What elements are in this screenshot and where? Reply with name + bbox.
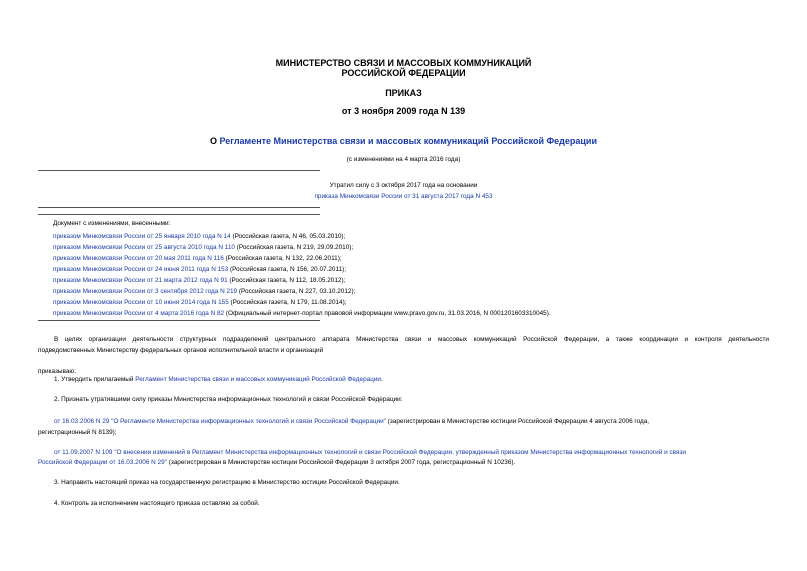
amendments-list xyxy=(53,231,551,319)
title-prefix: О xyxy=(209,136,217,146)
amendment-source: (Российская газета, N 46, 05.03.2010); xyxy=(230,233,346,240)
list-item xyxy=(53,264,551,275)
list-item xyxy=(53,253,551,264)
intro-paragraph-line1 xyxy=(38,336,769,343)
list-item xyxy=(53,308,551,319)
amendment-source: (Российская газета, N 227, 03.10.2012); xyxy=(237,288,356,295)
clause-3: 3. Направить настоящий приказ на государственную регистрацию в Министерство юстиции Российской Федерации. xyxy=(54,479,400,486)
clause-2a xyxy=(54,418,649,425)
list-item xyxy=(53,275,551,286)
divider xyxy=(38,320,320,321)
document-type: ПРИКАЗ xyxy=(385,88,422,98)
amendment-link[interactable]: приказом Минкомсвязи России от 25 января 2010 года N 14 xyxy=(53,233,231,240)
clause-4: 4. Контроль за исполнением настоящего приказа оставляю за собой. xyxy=(54,500,260,507)
clause-2b-text: (зарегистрирован в Министерстве юстиции Российской Федерации 3 октября 2007 года, регистрационный N 10236). xyxy=(166,459,516,466)
status-line: Утратил силу с 3 октября 2017 года на основании xyxy=(329,182,478,189)
amendment-link[interactable]: приказом Минкомсвязи России от 20 мая 2011 года N 116 xyxy=(53,255,224,262)
status-link-line xyxy=(0,193,807,200)
amendment-source: (Российская газета, N 132, 22.06.2011); xyxy=(223,255,342,262)
amendment-source: (Официальный интернет-портал правовой информации www.pravo.gov.ru, 31.03.2016, N 0001201603310045). xyxy=(224,310,551,317)
amendment-link[interactable]: приказом Минкомсвязи России от 24 июня 2011 года N 153 xyxy=(53,266,229,273)
amendment-source: (Российская газета, N 156, 20.07.2011); xyxy=(228,266,347,273)
amendment-link[interactable]: приказом Минкомсвязи России от 4 марта 2016 года N 82 xyxy=(53,310,225,317)
clause-1-text: 1. Утвердить прилагаемый xyxy=(54,376,136,383)
title-link[interactable]: Регламенте Министерства связи и массовых коммуникаций Российской Федерации xyxy=(219,136,598,146)
amendment-source: (Российская газета, N 179, 11.08.2014); xyxy=(228,299,347,306)
amendment-link[interactable]: приказом Минкомсвязи России от 10 июня 2014 года N 155 xyxy=(53,299,229,306)
repealed-order-29-link[interactable]: от 16.03.2006 N 29 "О Регламенте Министерства информационных технологий и связи Российской Федерации" xyxy=(54,418,386,425)
clause-2b-line2 xyxy=(38,459,515,466)
divider xyxy=(38,170,320,171)
clause-2a-text: (зарегистрирован в Министерстве юстиции Российской Федерации 4 августа 2006 года, xyxy=(385,418,650,425)
repealed-order-109-link[interactable]: от 11.09.2007 N 109 "О внесении изменений в Регламент Министерства информационных технологий и связи Российской Федерации, утвержденный приказом Министерства информационных технологий и связи xyxy=(54,449,686,456)
clause-2: 2. Признать утратившими силу приказы Министерства информационных технологий и связи Российской Федерации: xyxy=(54,396,403,403)
clause-1 xyxy=(54,376,383,383)
intro-text: В целях организации деятельности структурных подразделений центрального аппарата Министерства связи и массовых коммуникаций Российской Федерации, а также координации и контроля деятельности xyxy=(54,336,769,343)
changes-note: (с изменениями на 4 марта 2016 года) xyxy=(346,156,461,163)
intro-paragraph-line2: подведомственных Министерству федеральных органов исполнительной власти и организаций xyxy=(38,347,324,354)
document-date: от 3 ноября 2009 года N 139 xyxy=(341,106,466,116)
amendment-link[interactable]: приказом Минкомсвязи России от 25 августа 2010 года N 110 xyxy=(53,244,235,251)
amendment-link[interactable]: приказом Минкомсвязи России от 3 сентября 2012 года N 219 xyxy=(53,288,238,295)
list-item xyxy=(53,286,551,297)
regulation-link[interactable]: Регламент Министерства связи и массовых коммуникаций Российской Федерации xyxy=(135,376,381,383)
amendment-source: (Российская газета, N 219, 29.09.2010); xyxy=(234,244,354,251)
list-item xyxy=(53,297,551,308)
clause-2a-line2: регистрационный N 8139); xyxy=(38,429,117,436)
divider xyxy=(38,214,320,215)
amendments-heading: Документ с изменениями, внесенными: xyxy=(53,220,171,227)
divider xyxy=(38,207,320,208)
repealed-order-109-link-cont[interactable]: Российской Федерации от 16.03.2006 N 29" xyxy=(38,459,167,466)
amendment-link[interactable]: приказом Минкомсвязи России от 21 марта 2012 года N 91 xyxy=(53,277,228,284)
order-word: приказываю: xyxy=(38,368,76,375)
clause-2b xyxy=(54,449,686,456)
list-item xyxy=(53,231,551,242)
document-title xyxy=(0,136,807,146)
list-item xyxy=(53,242,551,253)
repeal-order-link[interactable]: приказа Минкомсвязи России от 31 августа 2017 года N 453 xyxy=(314,193,493,200)
clause-1-suffix: . xyxy=(381,376,383,383)
ministry-name-line2: РОССИЙСКОЙ ФЕДЕРАЦИИ xyxy=(341,68,466,78)
amendment-source: (Российская газета, N 112, 18.05.2012); xyxy=(227,277,346,284)
ministry-name-line1: МИНИСТЕРСТВО СВЯЗИ И МАССОВЫХ КОММУНИКАЦИЙ xyxy=(275,58,532,68)
